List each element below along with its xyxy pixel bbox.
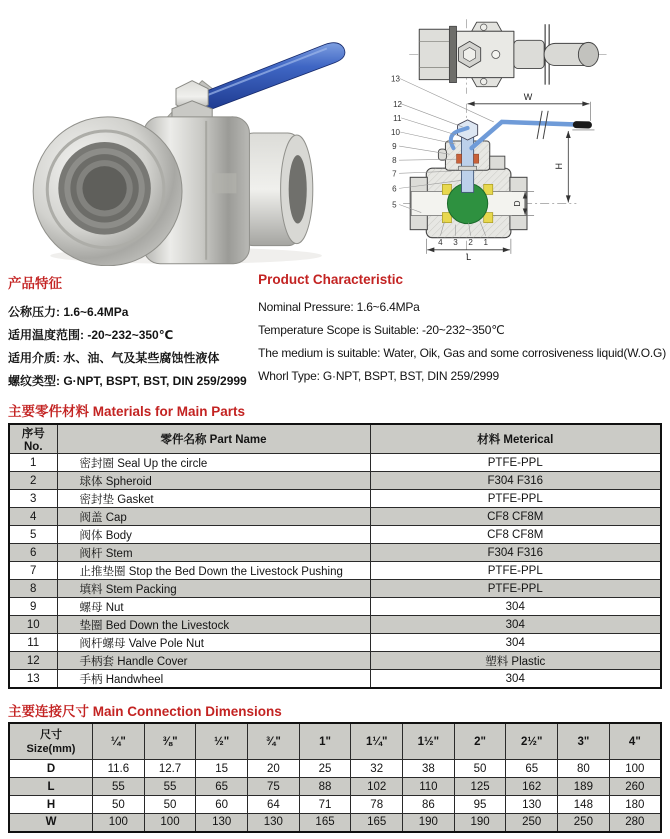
dimension-label: D [9,760,93,778]
dimension-value: 280 [609,814,661,832]
dimension-value: 148 [558,796,610,814]
dimension-label: H [9,796,93,814]
part-material-cell: PTFE-PPL [370,562,661,580]
features-chinese [8,272,258,393]
dimension-value: 86 [403,796,455,814]
part-number-cell: 12 [9,652,57,670]
dimensions-section-title: 主要连接尺寸 Main Connection Dimensions [8,704,282,719]
part-name-cell: 止推垫圈 Stop the Bed Down the Livestock Pushing [57,562,370,580]
dimension-value: 20 [248,760,300,778]
part-name-cell: 垫圈 Bed Down the Livestock [57,616,370,634]
materials-table-row [9,652,661,670]
svg-text:D: D [511,200,522,207]
materials-table-row [9,544,661,562]
dimension-value: 64 [248,796,300,814]
feature-line: 适用介质: 水、油、气及某些腐蚀性液体 [8,351,220,365]
size-corner-cell [9,723,93,760]
svg-text:11: 11 [393,113,402,123]
features-cn-title: 产品特征 [8,276,62,291]
materials-table-row [9,598,661,616]
svg-text:2: 2 [468,237,473,247]
part-number-cell: 7 [9,562,57,580]
valve-photo-image [5,4,347,266]
part-number-cell: 1 [9,454,57,472]
dimension-value: 165 [351,814,403,832]
dimension-value: 75 [248,778,300,796]
header-material: 材料 Meterical [370,424,661,454]
feature-line: The medium is suitable: Water, Oik, Gas and some corrosiveness liquid(W.O.G) [258,346,666,360]
materials-section-title: 主要零件材料 Materials for Main Parts [8,404,246,419]
dimension-value: 130 [248,814,300,832]
part-material-cell: 304 [370,616,661,634]
dimension-value: 102 [351,778,403,796]
dimension-label: L [9,778,93,796]
part-material-cell: PTFE-PPL [370,490,661,508]
materials-table-row [9,454,661,472]
diagram-section-view [391,75,594,262]
part-number-cell: 13 [9,670,57,689]
dimension-value: 50 [144,796,196,814]
part-number-cell: 2 [9,472,57,490]
handle-grip [193,43,345,111]
dimension-value: 95 [454,796,506,814]
feature-line: 公称压力: 1.6~6.4MPa [8,305,129,319]
dimension-row [9,814,661,832]
part-material-cell: CF8 CF8M [370,508,661,526]
dimension-value: 11.6 [93,760,145,778]
svg-text:W: W [523,91,533,102]
part-name-cell: 螺母 Nut [57,598,370,616]
feature-line: 螺纹类型: G·NPT, BSPT, BST, DIN 259/2999 [8,374,247,388]
dimension-value: 125 [454,778,506,796]
size-column-header: ⅜" [144,723,196,760]
svg-text:L: L [466,251,472,262]
size-column-header: ½" [196,723,248,760]
svg-text:3: 3 [453,237,458,247]
dimension-row [9,778,661,796]
dimension-value: 50 [454,760,506,778]
corner-line-cn: 尺寸 [40,728,62,741]
dimensions-table [8,722,662,833]
svg-text:8: 8 [392,156,397,166]
materials-table-row [9,580,661,598]
svg-text:9: 9 [392,142,397,152]
part-material-cell: 304 [370,670,661,689]
part-material-cell: CF8 CF8M [370,526,661,544]
stem-section [462,134,474,192]
dimension-value: 180 [609,796,661,814]
dimension-value: 130 [506,796,558,814]
svg-text:1: 1 [483,237,488,247]
features-english [258,272,666,393]
svg-text:6: 6 [392,184,397,194]
materials-table-row [9,670,661,689]
header-no: 序号 No. [9,424,57,454]
dimension-value: 55 [93,778,145,796]
diagram-top-view [409,19,606,94]
dimension-label: W [9,814,93,832]
dimension-value: 60 [196,796,248,814]
dimension-row [9,760,661,778]
part-number-cell: 4 [9,508,57,526]
materials-table [8,423,662,689]
dimension-value: 250 [506,814,558,832]
svg-text:5: 5 [392,200,397,210]
dimension-value: 78 [351,796,403,814]
dimension-value: 190 [454,814,506,832]
svg-text:4: 4 [438,237,443,247]
dimension-value: 110 [403,778,455,796]
dimension-value: 65 [196,778,248,796]
dimension-row [9,796,661,814]
part-material-cell: 304 [370,634,661,652]
materials-table-row [9,616,661,634]
valve-photo [5,4,347,266]
dims-table-body [9,760,661,832]
part-name-cell: 手柄套 Handle Cover [57,652,370,670]
corner-line-en: Size(mm) [26,742,76,755]
dimension-value: 71 [299,796,351,814]
dimension-value: 25 [299,760,351,778]
materials-table-row [9,508,661,526]
part-material-cell: 304 [370,598,661,616]
part-name-cell: 阀体 Body [57,526,370,544]
part-number-cell: 5 [9,526,57,544]
dimension-value: 260 [609,778,661,796]
size-column-header: ¼" [93,723,145,760]
size-column-header: 1" [299,723,351,760]
size-column-header: 1¼" [351,723,403,760]
dimension-value: 189 [558,778,610,796]
header-part-name: 零件名称 Part Name [57,424,370,454]
features-en-title: Product Characteristic [258,272,403,287]
dimension-value: 15 [196,760,248,778]
size-column-header: 1½" [403,723,455,760]
dimension-value: 100 [93,814,145,832]
size-column-header: 3" [558,723,610,760]
valve-diagram-image [383,6,670,262]
dimension-value: 80 [558,760,610,778]
part-name-cell: 密封圈 Seal Up the circle [57,454,370,472]
dimension-value: 65 [506,760,558,778]
size-column-header: ¾" [248,723,300,760]
part-number-cell: 10 [9,616,57,634]
part-material-cell: PTFE-PPL [370,580,661,598]
dimension-value: 190 [403,814,455,832]
part-name-cell: 密封垫 Gasket [57,490,370,508]
dimension-value: 165 [299,814,351,832]
materials-table-row [9,526,661,544]
feature-line: Whorl Type: G·NPT, BSPT, BST, DIN 259/2999 [258,369,499,383]
part-name-cell: 阀杆 Stem [57,544,370,562]
svg-text:13: 13 [391,74,401,84]
dimension-value: 100 [609,760,661,778]
materials-header-row [9,424,661,454]
part-name-cell: 填料 Stem Packing [57,580,370,598]
materials-table-body [9,454,661,689]
svg-text:10: 10 [391,128,401,138]
feature-line: Nominal Pressure: 1.6~6.4MPa [258,300,420,314]
dimension-value: 88 [299,778,351,796]
dims-header-row [9,723,661,760]
dimension-value: 100 [144,814,196,832]
part-number-cell: 3 [9,490,57,508]
part-name-cell: 阀杆螺母 Valve Pole Nut [57,634,370,652]
valve-diagram [383,6,670,262]
size-column-header: 4" [609,723,661,760]
part-material-cell: PTFE-PPL [370,454,661,472]
dim-w [468,92,591,121]
part-name-cell: 阀盖 Cap [57,508,370,526]
size-column-header: 2½" [506,723,558,760]
part-name-cell: 球体 Spheroid [57,472,370,490]
dimension-value: 130 [196,814,248,832]
part-number-cell: 8 [9,580,57,598]
dimension-value: 55 [144,778,196,796]
svg-text:H: H [554,162,565,170]
dim-h [554,130,594,203]
part-material-cell: 塑料 Plastic [370,652,661,670]
product-features [8,272,666,393]
materials-table-row [9,634,661,652]
part-name-cell: 手柄 Handwheel [57,670,370,689]
dimension-value: 50 [93,796,145,814]
materials-table-row [9,472,661,490]
materials-table-row [9,490,661,508]
part-number-cell: 11 [9,634,57,652]
feature-line: 适用温度范围: -20~232~350℃ [8,328,174,342]
dimension-value: 12.7 [144,760,196,778]
dimension-value: 250 [558,814,610,832]
part-material-cell: F304 F316 [370,472,661,490]
dimension-value: 32 [351,760,403,778]
materials-table-row [9,562,661,580]
dimension-value: 162 [506,778,558,796]
feature-line: Temperature Scope is Suitable: -20~232~350℃ [258,323,505,337]
size-column-header: 2" [454,723,506,760]
part-number-cell: 9 [9,598,57,616]
dimension-value: 38 [403,760,455,778]
svg-text:12: 12 [393,99,403,109]
part-material-cell: F304 F316 [370,544,661,562]
svg-text:7: 7 [392,169,397,179]
part-number-cell: 6 [9,544,57,562]
